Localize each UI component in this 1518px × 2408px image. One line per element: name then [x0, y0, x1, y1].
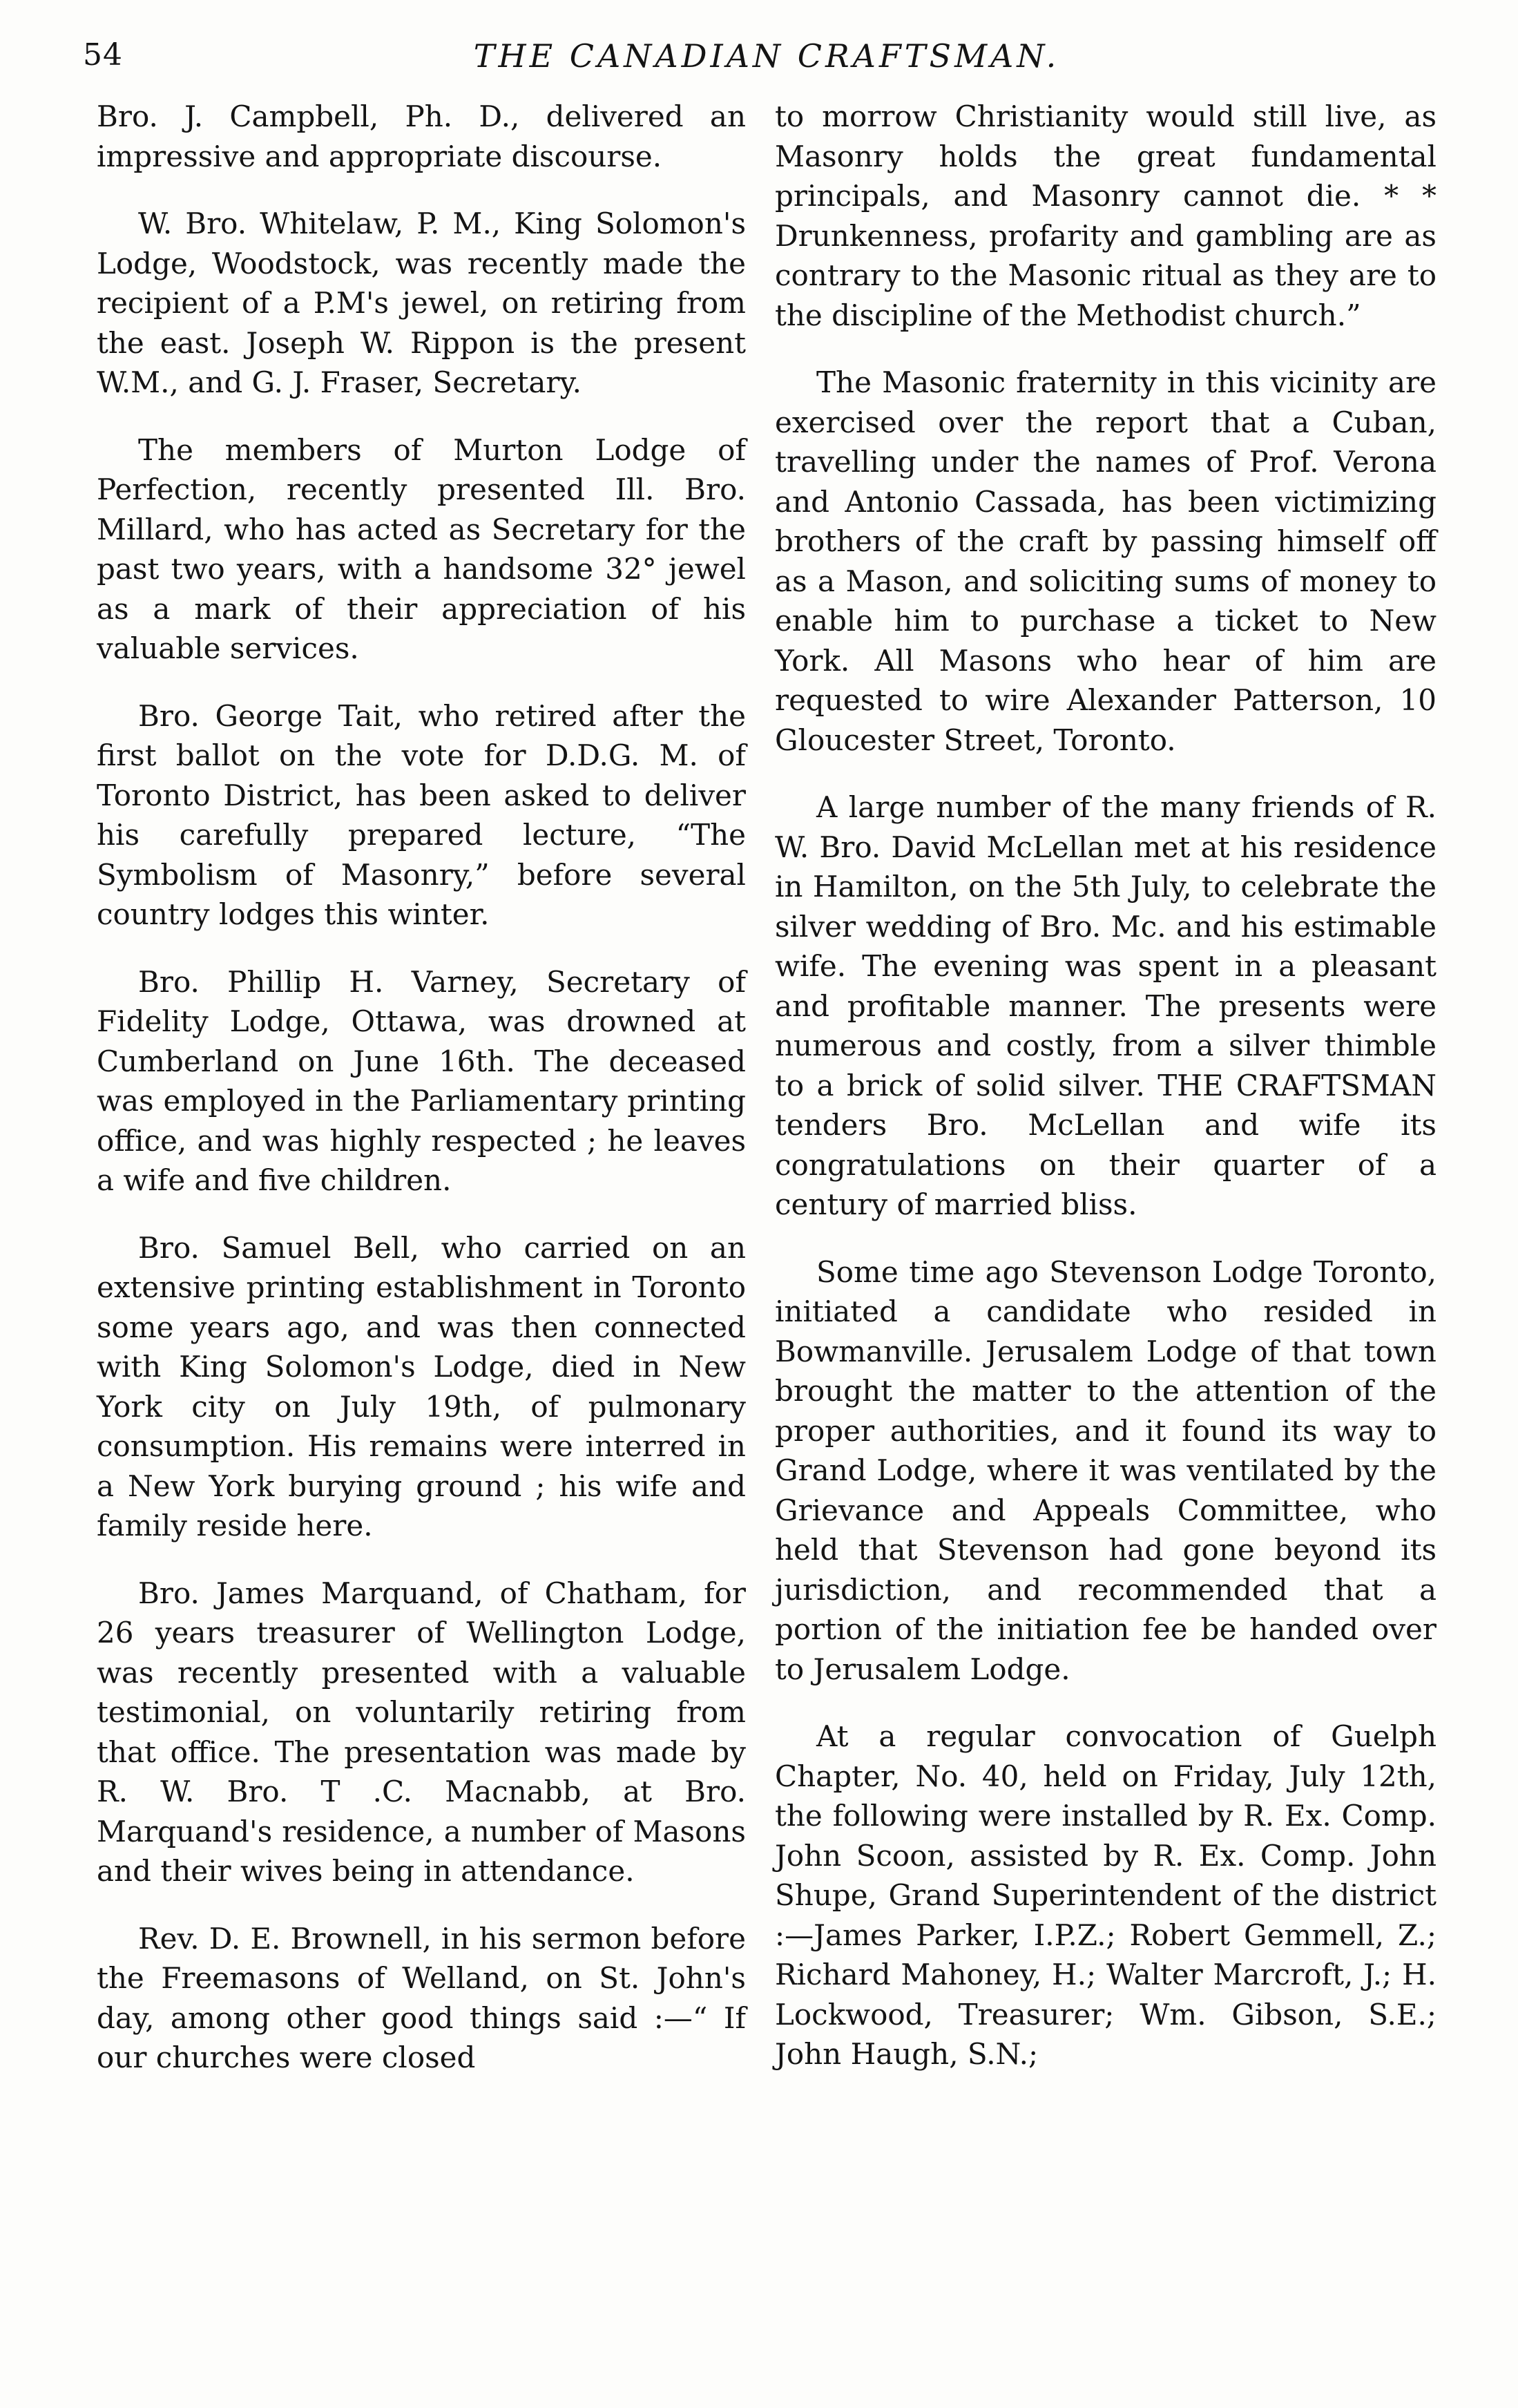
paragraph-murton-lodge: The members of Murton Lodge of Perfection, recently presented Ill. Bro. Millard, who has acted as Secretary for the past two years, with a handsome 32° jewel as a mark of their appreciation of his valuable services.	[97, 432, 746, 665]
paragraph-samuel-bell: Bro. Samuel Bell, who carried on an extensive printing establishment in Toronto some years ago, and was then connected with King Solomon's Lodge, died in New York city on July 19th, of pulmonary consumption. His remains were interred in a New York burying ground ; his wife and family reside here.	[97, 1230, 746, 1542]
page-number: 54	[83, 37, 123, 73]
paragraph-guelph-chapter: At a regular convocation of Guelph Chapter, No. 40, held on Friday, July 12th, the following were installed by R. Ex. Comp. John Scoon, assisted by R. Ex. Comp. John Shupe, Grand Superintendent of the district :—James Parker, I.P.Z.; Robert Gemmell, Z.; Richard Mahoney, H.; Walter Marcroft, J.; H. Lockwood, Treasurer; Wm. Gibson, S.E.; John Haugh, S.N.;	[775, 1719, 1437, 2071]
paragraph-james-marquand: Bro. James Marquand, of Chatham, for 26 years treasurer of Wellington Lodge, was recently presented with a valuable testimonial, on voluntarily retiring from that office. The presentation was made by R. W. Bro. T .C. Macnabb, at Bro. Marquand's residence, a number of Masons and their wives being in attendance.	[97, 1576, 746, 1888]
right-column	[775, 97, 1437, 2102]
page-header	[83, 37, 1450, 93]
paragraph-cuban-impostor: The Masonic fraternity in this vicinity are exercised over the report that a Cuban, travelling under the names of Prof. Verona and Antonio Cassada, has been victimizing brothers of the craft by passing himself off as a Mason, and soliciting sums of money to enable him to purchase a ticket to New York. All Masons who hear of him are requested to wire Alexander Patterson, 10 Gloucester Street, Toronto.	[775, 365, 1437, 757]
paragraph-campbell: Bro. J. Campbell, Ph. D., delivered an impressive and appropriate discourse.	[97, 99, 746, 173]
paragraph-brownell: Rev. D. E. Brownell, in his sermon before the Freemasons of Welland, on St. John's day, among other good things said :—“ If our churches were closed	[97, 1921, 746, 2074]
paragraph-george-tait: Bro. George Tait, who retired after the first ballot on the vote for D.D.G. M. of Toronto District, has been asked to deliver his carefully prepared lecture, “The Symbolism of Masonry,” before several country lodges this winter.	[97, 698, 746, 931]
paragraph-stevenson-lodge: Some time ago Stevenson Lodge Toronto, initiated a candidate who resided in Bowmanville. Jerusalem Lodge of that town brought the matter to the attention of the proper authorities, and it found its way to Grand Lodge, where it was ventilated by the Grievance and Appeals Committee, who held that Stevenson had gone beyond its jurisdiction, and recommended that a portion of the initiation fee be handed over to Jerusalem Lodge.	[775, 1254, 1437, 1686]
running-title: THE CANADIAN CRAFTSMAN.	[473, 37, 1060, 75]
paragraph-brownell-continued: to morrow Christianity would still live, as Masonry holds the great fundamental principals, and Masonry cannot die. * * Drunkenness, profarity and gambling are as contrary to the Masonic ritual as they are to the discipline of the Methodist church.”	[775, 99, 1437, 332]
paragraph-whitelaw: W. Bro. Whitelaw, P. M., King Solomon's Lodge, Woodstock, was recently made the recipient of a P.M's jewel, on retiring from the east. Joseph W. Rippon is the present W.M., and G. J. Fraser, Secretary.	[97, 207, 746, 399]
paragraph-mclellan-wedding: A large number of the many friends of R. W. Bro. David McLellan met at his residence in Hamilton, on the 5th July, to celebrate the silver wedding of Bro. Mc. and his estimable wife. The evening was spent in a pleasant and profitable manner. The presents were numerous and costly, from a silver thimble to a brick of solid silver. THE CRAFTSMAN tenders Bro. McLellan and wife its congratulations on their quarter of a century of married bliss.	[775, 790, 1437, 1221]
left-column	[97, 97, 746, 2105]
paragraph-phillip-varney: Bro. Phillip H. Varney, Secretary of Fidelity Lodge, Ottawa, was drowned at Cumberland on June 16th. The deceased was employed in the Parliamentary printing office, and was highly respected ; he leaves a wife and five children.	[97, 964, 746, 1197]
